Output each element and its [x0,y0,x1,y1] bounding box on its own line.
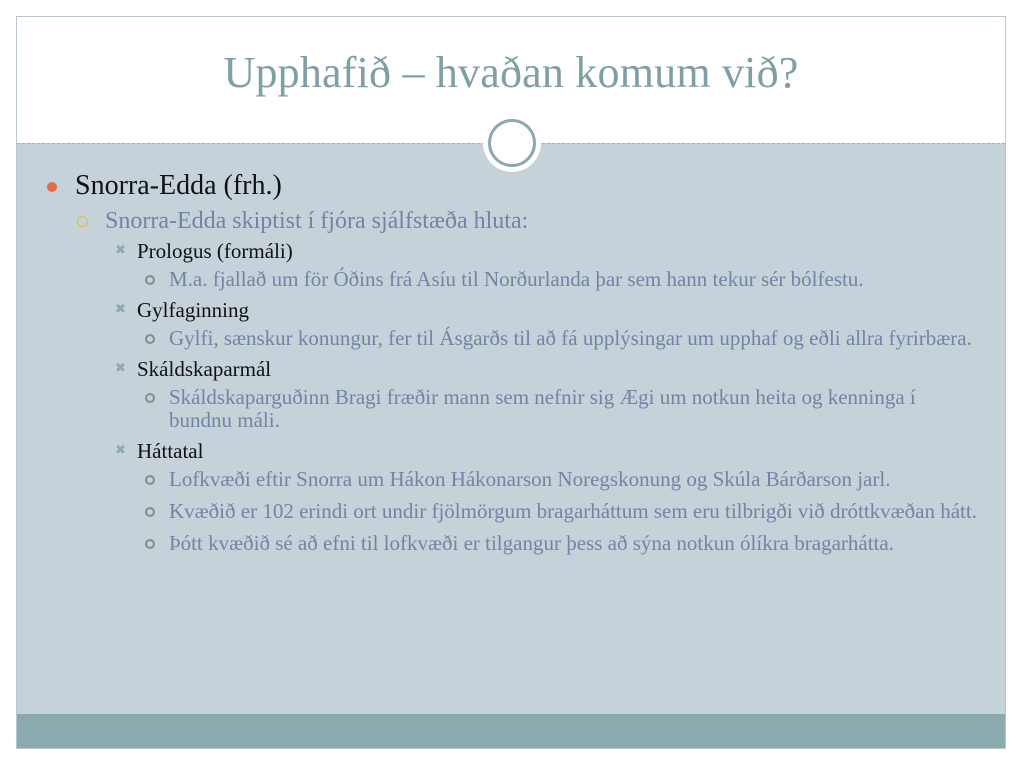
slide-content [47,172,977,564]
slide [16,16,1006,749]
ring-inner [488,119,536,167]
ring-bullet-icon [145,393,155,403]
ring-bullet-icon [145,475,155,485]
x-mark-bullet-icon: ✖ [115,443,126,458]
bullet-text: Lofkvæði eftir Snorra um Hákon Hákonarson Noregskonung og Skúla Bárðarson jarl. [169,467,891,491]
bullet-text: Skáldskaparguðinn Bragi fræðir mann sem nefnir sig Ægi um notkun heita og kenninga í bundnu máli. [169,385,916,432]
bullet-prologus-detail [47,268,977,291]
ring-bullet-icon [145,334,155,344]
ring-bullet-icon [145,507,155,517]
slide-title: Upphafið – hvaðan komum við? [223,48,799,97]
ring-bullet-icon [145,275,155,285]
ring-ornament-icon [483,114,541,172]
x-mark-bullet-icon: ✖ [115,361,126,376]
bullet-skaldskaparmal-detail [47,386,977,432]
bullet-gylfaginning [47,300,977,321]
bullet-hattatal-detail-2 [47,500,977,523]
bullet-level2 [47,209,977,233]
bullet-hattatal [47,441,977,462]
bullet-text: Snorra-Edda (frh.) [75,170,282,201]
bullet-text: Háttatal [137,439,204,463]
bullet-level1 [47,172,977,200]
hollow-circle-bullet-icon [77,216,88,227]
bullet-text: Snorra-Edda skiptist í fjóra sjálfstæða hluta: [105,208,529,234]
filled-circle-bullet-icon [47,182,57,192]
bullet-skaldskaparmal [47,359,977,380]
footer-bar [17,714,1005,748]
bullet-prologus [47,241,977,262]
bullet-text: Gylfaginning [137,298,249,322]
ring-bullet-icon [145,539,155,549]
bullet-text: M.a. fjallað um för Óðins frá Asíu til Norðurlanda þar sem hann tekur sér bólfestu. [169,267,864,291]
bullet-text: Gylfi, sænskur konungur, fer til Ásgarðs til að fá upplýsingar um upphaf og eðli allra fyrirbæra. [169,326,972,350]
x-mark-bullet-icon: ✖ [115,243,126,258]
bullet-text: Prologus (formáli) [137,239,293,263]
bullet-text: Þótt kvæðið sé að efni til lofkvæði er tilgangur þess að sýna notkun ólíkra bragarhátta. [169,531,894,555]
bullet-gylfaginning-detail [47,327,977,350]
x-mark-bullet-icon: ✖ [115,302,126,317]
bullet-text: Kvæðið er 102 erindi ort undir fjölmörgum bragarháttum sem eru tilbrigði við dróttkvæðan hátt. [169,499,977,523]
bullet-hattatal-detail-1 [47,468,977,491]
bullet-text: Skáldskaparmál [137,357,272,381]
bullet-hattatal-detail-3 [47,532,977,555]
